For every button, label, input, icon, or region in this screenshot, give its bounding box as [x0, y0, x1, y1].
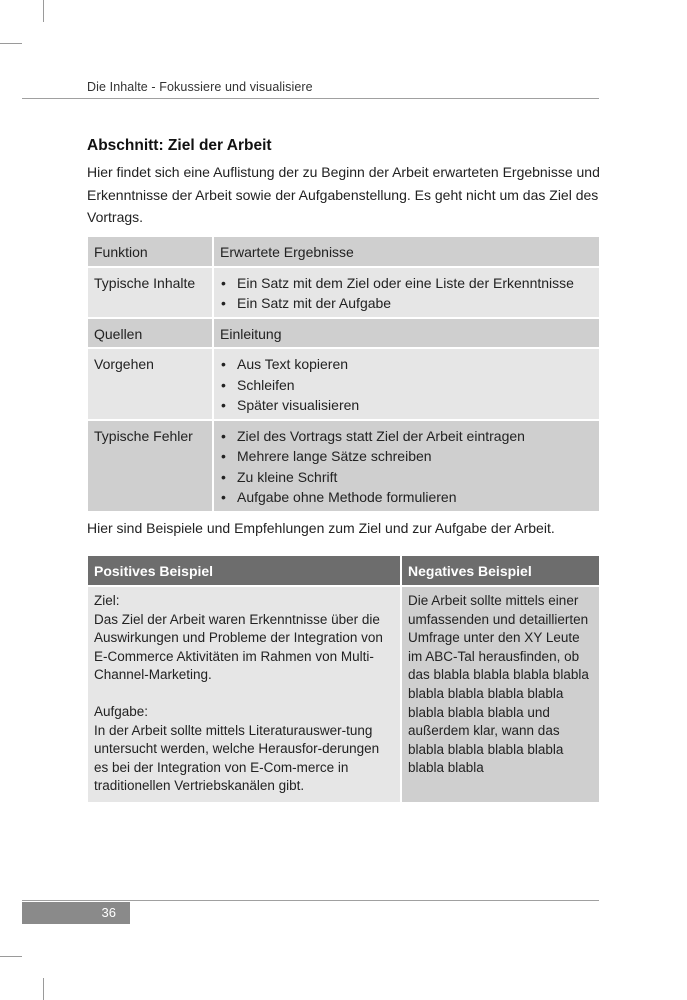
- list-item: • Zu kleine Schrift: [220, 467, 593, 488]
- row-key: Vorgehen: [88, 349, 212, 419]
- row-value: [214, 268, 599, 317]
- table-row: [88, 319, 599, 348]
- examples-intro-text: Hier sind Beispiele und Empfehlungen zum Ziel und zur Aufgabe der Arbeit.: [87, 520, 555, 536]
- running-header: Die Inhalte - Fokussiere und visualisiere: [87, 80, 313, 94]
- task-text: In der Arbeit sollte mittels Literaturauswer-tung untersucht werden, welche Herausfor-derungen es bei der Integration von E-Com-merce in traditionellen Vertriebskanälen gibt.: [94, 722, 380, 794]
- list-item: • Aufgabe ohne Methode formulieren: [220, 487, 593, 508]
- list-item: • Mehrere lange Sätze schreiben: [220, 446, 593, 467]
- task-label: Aufgabe:: [94, 703, 149, 719]
- table-row: [88, 587, 599, 802]
- header-negative: Negatives Beispiel: [402, 556, 599, 585]
- row-value: [214, 349, 599, 419]
- bullet-list: [220, 426, 593, 508]
- row-key: Funktion: [88, 237, 212, 266]
- header-rule: [22, 98, 599, 99]
- table-row: [88, 237, 599, 266]
- positive-example-cell: [88, 587, 400, 802]
- list-item: • Später visualisieren: [220, 395, 593, 416]
- list-item: • Schleifen: [220, 375, 593, 396]
- table-row: [88, 421, 599, 511]
- list-item: • Aus Text kopieren: [220, 354, 593, 375]
- negative-example-cell: Die Arbeit sollte mittels einer umfassenden und detaillierten Umfrage unter den XY Leute im ABC-Tal herausfinden, ob das blabla blabla blabla blabla blabla blabla blabla blabla blabla blabla blabla und außerdem klar, wann das blabla blabla blabla blabla blabla blabla: [402, 587, 599, 802]
- table-row: [88, 268, 599, 317]
- page-number: 36: [22, 902, 130, 924]
- list-item: • Ein Satz mit der Aufgabe: [220, 293, 593, 314]
- crop-mark-bottom-vertical: [43, 978, 44, 1000]
- section-title: Abschnitt: Ziel der Arbeit: [87, 137, 272, 154]
- list-item: • Ziel des Vortrags statt Ziel der Arbeit eintragen: [220, 426, 593, 447]
- intro-paragraph: Hier findet sich eine Auflistung der zu Beginn der Arbeit erwarteten Ergebnisse und Erkenntnisse der Arbeit sowie der Aufgabenstellung. Es geht nicht um das Ziel des Vortrags.: [87, 164, 600, 225]
- examples-table: [86, 554, 601, 804]
- row-value: [214, 421, 599, 511]
- list-item: • Ein Satz mit dem Ziel oder eine Liste der Erkenntnisse: [220, 273, 593, 294]
- goal-text: Das Ziel der Arbeit waren Erkenntnisse über die Auswirkungen und Probleme der Integration von E-Commerce Aktivitäten im Rahmen von Multi-Channel-Marketing.: [94, 611, 383, 683]
- goal-label: Ziel:: [94, 593, 120, 608]
- bullet-list: [220, 354, 593, 416]
- table-row: [88, 349, 599, 419]
- header-positive: Positives Beispiel: [88, 556, 400, 585]
- crop-mark-top-vertical: [43, 0, 44, 22]
- footer-rule: [22, 900, 599, 901]
- bullet-list: [220, 273, 593, 314]
- crop-mark-bottom-horizontal: [0, 956, 22, 957]
- row-key: Typische Fehler: [88, 421, 212, 511]
- row-key: Typische Inhalte: [88, 268, 212, 317]
- table-header-row: [88, 556, 599, 585]
- crop-mark-top-horizontal: [0, 43, 22, 44]
- row-value: Einleitung: [214, 319, 599, 348]
- row-value: Erwartete Ergebnisse: [214, 237, 599, 266]
- overview-table: [86, 235, 601, 513]
- row-key: Quellen: [88, 319, 212, 348]
